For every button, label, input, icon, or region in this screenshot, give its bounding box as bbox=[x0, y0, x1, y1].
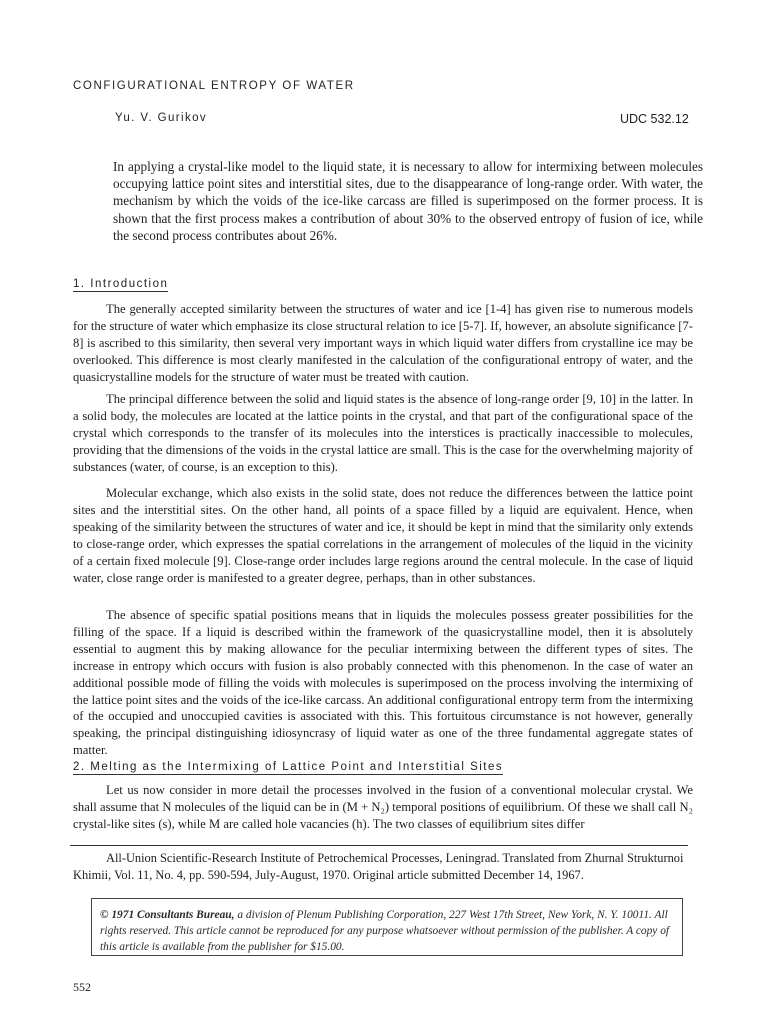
intro-paragraph-4: The absence of specific spatial positions means that in liquids the molecules possess greater possibilities for the filling of the space. If a liquid is described within the framework of the quasicrystalline model, then it is absolutely essential to augment this by making allowance for the peculiar intermixing between the different types of sites. The increase in entropy which occurs with fusion is also probably connected with this phenomenon. In the case of water an additional possible mode of filling the voids with molecules is superimposed on the process involving the intermixing of the lattice point sites and the voids of the ice-like carcass. An additional configurational entropy term from the intermixing of the occupied and unoccupied cavities is associated with this. This fortuitous circumstance is not however, generally speaking, the principal distinguishing idiosyncrasy of liquid water as one of the three fundamental aggregate states of matter. bbox=[73, 608, 693, 758]
intro-paragraph-1: The generally accepted similarity between the structures of water and ice [1-4] has given rise to numerous models for the structure of water which emphasize its close structural relation to ice [5-7]. If, however, an absolute significance [7-8] is ascribed to this similarity, then several very important ways in which liquid water differs from crystalline ice may be overlooked. This difference is most clearly manifested in the calculation of the configurational entropy of water, and the quasicrystalline models for the structure of water must be treated with caution. bbox=[73, 302, 693, 384]
footnote-rule bbox=[70, 845, 688, 846]
udc-code: UDC 532.12 bbox=[620, 112, 689, 126]
copyright-lead: © 1971 Consultants Bureau, bbox=[100, 909, 235, 921]
copyright-text: a division of Plenum Publishing Corporation, 227 West 17th Street, New York, N. Y. 10011. All rights reserved. This article cannot be reproduced for any purpose whatsoever without permission of the publisher. A copy of this article is available from the publisher for $15.00. bbox=[100, 909, 670, 953]
article-title: CONFIGURATIONAL ENTROPY OF WATER bbox=[73, 80, 355, 92]
section-2-heading: 2. Melting as the Intermixing of Lattice Point and Interstitial Sites bbox=[73, 761, 504, 773]
author-name: Yu. V. Gurikov bbox=[115, 112, 208, 124]
section-2-paragraph: Let us now consider in more detail the processes involved in the fusion of a conventional molecular crystal. We shall assume that N molecules of the liquid can be in (M + N₂) temporal positions of equilibrium. Of these we shall call N₂ crystal-like sites (s), while M are called hole vacancies (h). The two classes of equilibrium sites differ bbox=[73, 783, 693, 831]
copyright-notice-box bbox=[91, 898, 683, 956]
page-number: 552 bbox=[73, 980, 91, 994]
abstract: In applying a crystal-like model to the liquid state, it is necessary to allow for intermixing between molecules occupying lattice point sites and interstitial sites, due to the disappearance of long-range order. With water, the mechanism by which the voids of the ice-like carcass are filled is superimposed on the former process. It is shown that the first process makes a contribution of about 30% to the observed entropy of fusion of ice, while the second process contributes about 26%. bbox=[113, 159, 703, 243]
affiliation-footnote: All-Union Scientific-Research Institute of Petrochemical Processes, Leningrad. Translated from Zhurnal Strukturnoi Khimii, Vol. 11, No. 4, pp. 590-594, July-August, 1970. Original article submitted December 14, 1967. bbox=[73, 851, 684, 882]
section-1-heading: 1. Introduction bbox=[73, 278, 169, 290]
intro-paragraph-3: Molecular exchange, which also exists in the solid state, does not reduce the differences between the lattice point sites and the interstitial sites. On the other hand, all points of a space filled by a liquid are equivalent. Hence, when speaking of the similarity between the structures of water and ice, it should be kept in mind that the similarity only extends to close-range order, which expresses the spatial correlations in the arrangement of molecules of the liquid in the vicinity of a certain fixed molecule [9]. Close-range order includes large regions around the central molecule. In the case of liquid water, close range order is manifested to a greater degree, perhaps, than in other substances. bbox=[73, 486, 693, 585]
intro-paragraph-2: The principal difference between the solid and liquid states is the absence of long-range order [9, 10] in the latter. In a solid body, the molecules are located at the lattice points in the crystal, and that part of the configurational space of the crystal which corresponds to the transfer of its molecules into the interstices is practically inaccessible to molecules, providing that the dimensions of the voids in the crystal lattice are small. This is the case for the overwhelming majority of substances (water, of course, is an exception to this). bbox=[73, 392, 693, 474]
